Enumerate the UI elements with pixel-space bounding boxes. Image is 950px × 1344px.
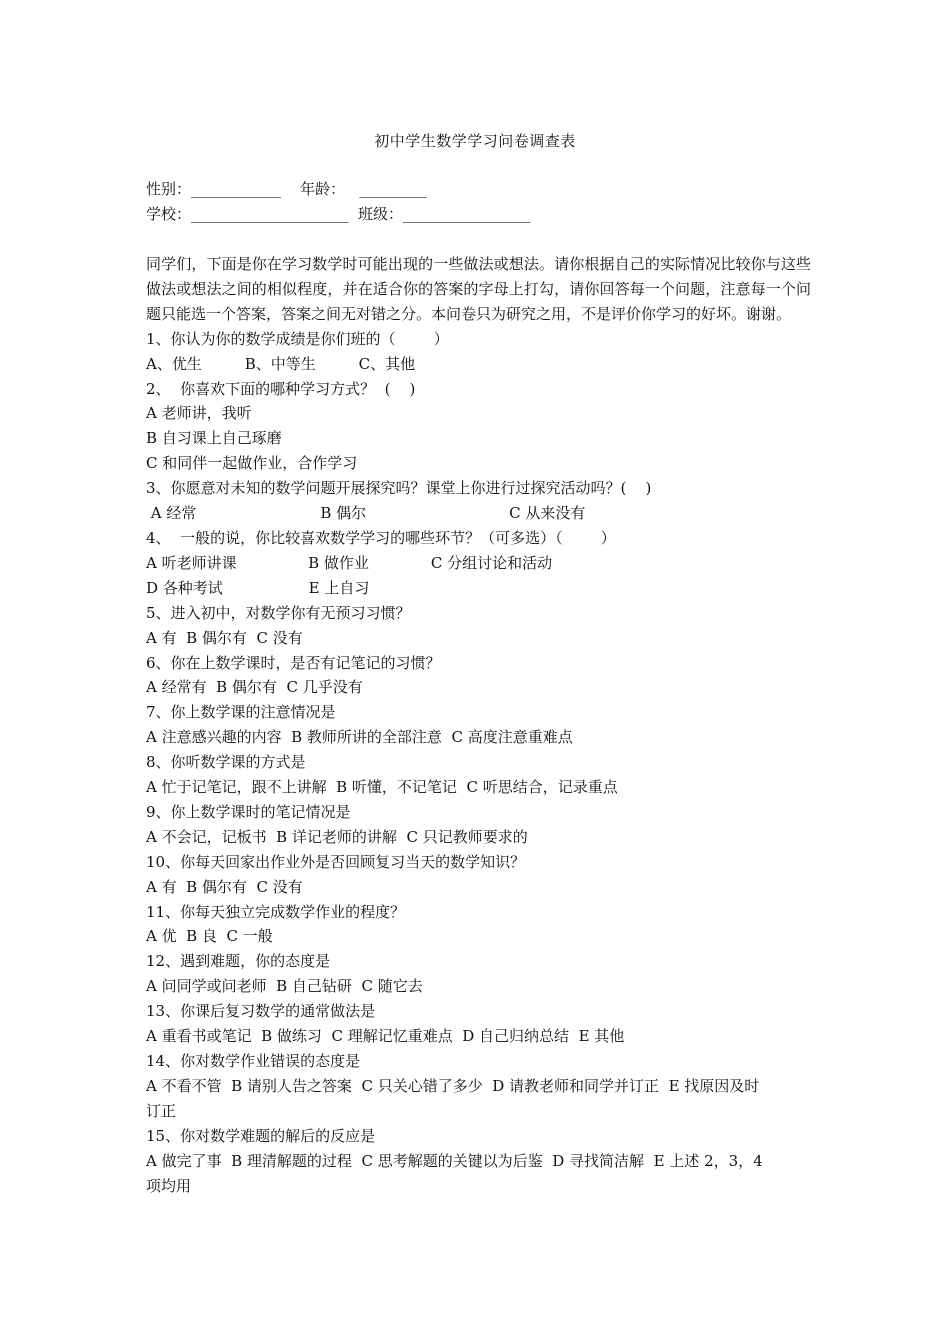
answer-options: A 忙于记笔记，跟不上讲解 B 听懂，不记笔记 C 听思结合，记录重点	[146, 778, 618, 797]
answer-options: 项均用	[146, 1176, 192, 1195]
question-text: 2、 你喜欢下面的哪种学习方式？ ( )	[146, 379, 416, 398]
question-text: 4、 一般的说，你比较喜欢数学学习的哪些环节？（可多选）（ ）	[146, 528, 616, 547]
answer-options: A、优生 B、中等生 C、其他	[146, 354, 416, 373]
answer-options: A 问同学或问老师 B 自己钻研 C 随它去	[146, 977, 423, 996]
school-class-line: 学校：_____________________ 班级：_________________	[146, 205, 531, 223]
answer-options: B 自习课上自己琢磨	[146, 429, 282, 448]
question-text: 10、你每天回家出作业外是否回顾复习当天的数学知识？	[146, 852, 526, 871]
answer-options: C 和同伴一起做作业，合作学习	[146, 454, 358, 473]
question-text: 9、你上数学课时的笔记情况是	[146, 802, 351, 821]
questionnaire-body	[146, 252, 811, 1198]
question-text: 13、你课后复习数学的通常做法是	[146, 1002, 376, 1021]
answer-options: A 优 B 良 C 一般	[146, 927, 273, 946]
question-text: 3、你愿意对未知的数学问题开展探究吗？课堂上你进行过探究活动吗？( )	[146, 479, 652, 498]
answer-options: D 各种考试 E 上自习	[146, 578, 370, 597]
question-text: 5、进入初中，对数学你有无预习习惯？	[146, 603, 411, 622]
question-text: 12、遇到难题，你的态度是	[146, 952, 331, 971]
answer-options: A 不看不管 B 请别人告之答案 C 只关心错了多少 D 请教老师和同学并订正 E 找原因及时	[146, 1076, 760, 1095]
page-title: 初中学生数学学习问卷调查表	[374, 132, 576, 150]
answer-options: A 不会记，记板书 B 详记老师的讲解 C 只记教师要求的	[146, 827, 528, 846]
answer-options: A 有 B 偶尔有 C 没有	[146, 628, 303, 647]
gender-age-line: 性别：____________ 年龄： _________	[146, 180, 427, 198]
answer-options: A 注意感兴趣的内容 B 教师所讲的全部注意 C 高度注意重难点	[146, 728, 573, 747]
question-text: 6、你在上数学课时，是否有记笔记的习惯？	[146, 653, 441, 672]
answer-options: A 经常有 B 偶尔有 C 几乎没有	[146, 678, 363, 697]
answer-options: A 老师讲，我听	[146, 404, 252, 423]
question-text: 15、你对数学难题的解后的反应是	[146, 1126, 376, 1145]
question-text: 14、你对数学作业错误的态度是	[146, 1052, 361, 1070]
answer-options: A 听老师讲课 B 做作业 C 分组讨论和活动	[146, 553, 553, 572]
answer-options: A 经常 B 偶尔 C 从来没有	[146, 504, 586, 523]
question-list	[146, 327, 811, 1199]
question-text: 1、你认为你的数学成绩是你们班的（ ）	[146, 329, 449, 348]
answer-options: A 做完了事 B 理清解题的过程 C 思考解题的关键以为后鉴 D 寻找简洁解 E 上述 2，3，4	[146, 1151, 763, 1170]
answer-options: A 有 B 偶尔有 C 没有	[146, 877, 303, 896]
question-text: 7、你上数学课的注意情况是	[146, 703, 336, 722]
answer-options: A 重看书或笔记 B 做练习 C 理解记忆重难点 D 自己归纳总结 E 其他	[146, 1027, 625, 1046]
question-text: 11、你每天独立完成数学作业的程度？	[146, 902, 406, 921]
intro-paragraph: 同学们，下面是你在学习数学时可能出现的一些做法或想法。请你根据自己的实际情况比较你与这些做法或想法之间的相似程度，并在适合你的答案的字母上打勾，请你回答每一个问题，注意每一个问题只能选一个答案，答案之间无对错之分。本问卷只为研究之用，不是评价你学习的好坏。谢谢。	[146, 255, 811, 323]
answer-options: 订正	[146, 1101, 177, 1120]
question-text: 8、你听数学课的方式是	[146, 753, 306, 772]
